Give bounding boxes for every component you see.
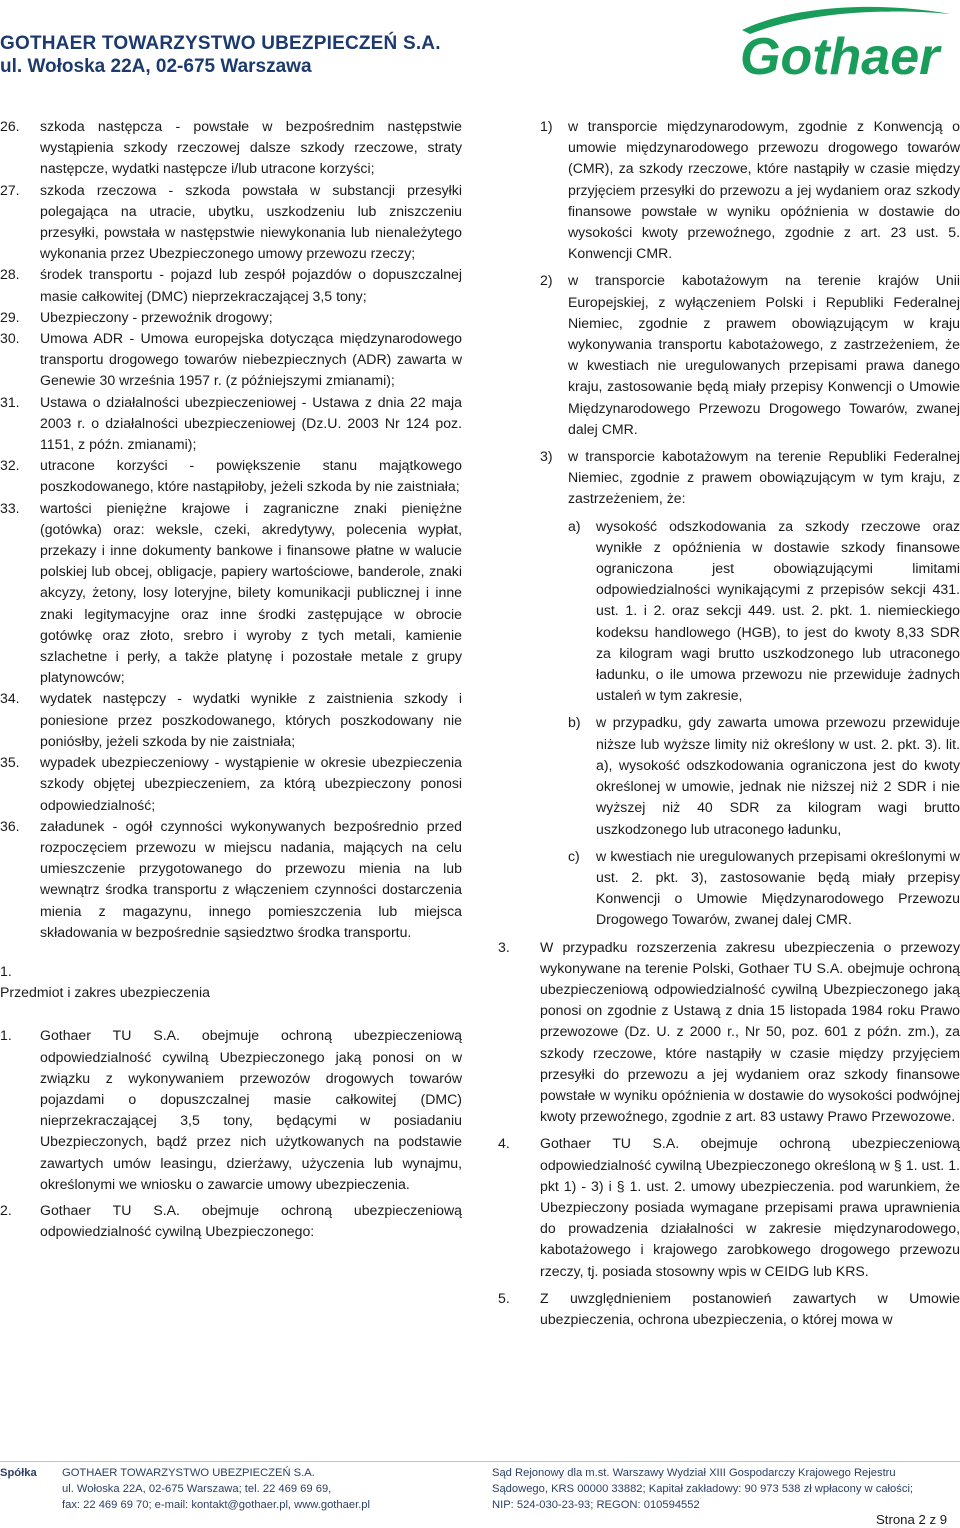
footer-registry-court: Sąd Rejonowy dla m.st. Warszawy Wydział XIII Gospodarczy Krajowego Rejestru [492, 1467, 896, 1479]
main-item-5 [498, 1288, 960, 1330]
definition-number: 31. [0, 393, 20, 410]
subitem-text: w transporcie międzynarodowym, zgodnie z Konwencją o umowie międzynarodowego przewozu drogowego towarów (CMR), za szkody rzeczowe, które nastąpiły w czasie między przyjęciem przesyłki do przewozu a jej wydaniem oraz szkody finansowe powstałe w wyniku opóźnienia w dostawie do wysokości kwoty przewoźnego, zgodnie z art. 23 ust. 5. Konwencji CMR. [568, 118, 960, 262]
definition-36 [0, 816, 462, 943]
definition-31 [0, 392, 462, 456]
definition-number: 34. [0, 690, 20, 707]
footer-company-contact: fax: 22 469 69 70; e-mail: kontakt@gothaer.pl, www.gothaer.pl [62, 1499, 371, 1511]
definition-number: 28. [0, 266, 20, 283]
left-column [0, 116, 462, 1242]
definition-text: Ubezpieczony - przewoźnik drogowy; [40, 308, 273, 325]
definition-text: wydatek następczy - wydatki wynikłe z zaistnienia szkody i poniesione przez poszkodowanego, których poszkodowany nie poniósłby, jeżeli szkoda by nie zaistniała; [40, 690, 462, 749]
letter-item-text: w kwestiach nie uregulowanych przepisami określonymi w ust. 2. pkt. 3), zastosowanie będą miały przepisy Konwencji o Umowie Międzynarodowego Przewozu Drogowego Towarów, zwanej dalej CMR. [596, 847, 960, 928]
definition-number: 26. [0, 118, 20, 134]
footer-registry-krs: Sądowego, KRS 00000 33882; Kapitał zakładowy: 90 973 538 zł wpłacony w całości; [492, 1483, 914, 1495]
letter-item-c [498, 846, 960, 931]
subitem-number: 3) [540, 448, 553, 465]
main-item-text: Z uwzględnieniem postanowień zawartych w Umowie ubezpieczenia, ochrona ubezpieczenia, o której mowa w [540, 1289, 960, 1327]
letter-item-a [498, 516, 960, 707]
definition-30 [0, 328, 462, 392]
page-number: Strona 2 z 9 [876, 1512, 948, 1527]
subitem-2 [498, 270, 960, 440]
definition-text: utracone korzyści - powiększenie stanu majątkowego poszkodowanego, które nastąpiłoby, jeżeli szkoda by nie zaistniała; [40, 457, 462, 495]
section-item-2 [0, 1200, 462, 1242]
logo-text: Gothaer [740, 28, 940, 80]
subitem-3 [498, 446, 960, 510]
definition-33 [0, 498, 462, 689]
definition-text: środek transportu - pojazd lub zespół pojazdów o dopuszczalnej masie całkowitej (DMC) nieprzekraczającej 3,5 tony; [40, 266, 462, 304]
letter-item-number: a) [568, 517, 581, 534]
definition-text: wypadek ubezpieczeniowy - wystąpienie w okresie ubezpieczenia szkody objętej ubezpieczeniem, za którą ubezpieczony ponosi odpowiedzialność; [40, 754, 462, 813]
section-title: Przedmiot i zakres ubezpieczenia [0, 984, 210, 1001]
definition-number: 29. [0, 308, 20, 325]
definition-29 [0, 307, 462, 328]
footer-registry-info [492, 1465, 913, 1513]
definition-27 [0, 180, 462, 265]
main-item-3 [498, 937, 960, 1128]
section-item-1 [0, 1025, 462, 1195]
section-item-text: Gothaer TU S.A. obejmuje ochroną ubezpieczeniową odpowiedzialność cywilną Ubezpieczonego jaką ponosi on w związku z wykonywaniem przewozów drogowych towarów pojazdami o dopuszczalnej masie całkowitej (DMC) nieprzekraczającej 3,5 tony, będącymi w posiadaniu Ubezpieczonych, bądź przez nich użytkowanych na podstawie zawartych umów leasingu, dzierżawy, użyczenia lub wynajmu, określonymi we wniosku o zawarcie umowy ubezpieczenia. [40, 1027, 462, 1192]
main-item-number: 4. [498, 1135, 510, 1152]
section-number: 1. [0, 962, 12, 979]
definition-number: 33. [0, 499, 20, 516]
main-item-4 [498, 1133, 960, 1281]
letter-item-text: w przypadku, gdy zawarta umowa przewozu przewiduje niższe lub wyższe limity niż określony w ust. 2. pkt. 3). lit. a), wysokość odszkodowania ograniczona jest do kwoty określonej w umowie, jednak nie niższej niż 2 SDR i nie wyższej niż 40 SDR za kilogram wagi brutto uszkodzonego lub utraconego ładunku, [596, 714, 960, 837]
definition-number: 36. [0, 817, 20, 834]
definition-text: załadunek - ogół czynności wykonywanych bezpośrednio przed rozpoczęciem przewozu w miejscu nadania, mających na celu umieszczenie przygotowanego do przewozu mienia na lub wewnątrz środka transportu z włączeniem czynności dostarczenia mienia z magazynu, innego pomieszczenia lub miejsca składowania w bezpośrednie sąsiedztwo środka transportu. [40, 817, 462, 940]
main-item-text: Gothaer TU S.A. obejmuje ochroną ubezpieczeniową odpowiedzialność cywilną Ubezpieczonego określoną w § 1. ust. 1. pkt 1) - 3) i § 1. ust. 2. umowy ubezpieczenia. pod warunkiem, że Ubezpieczony posiada wymagane przepisami prawa uprawnienia do prowadzenia działalności w zakresie międzynarodowego, kabotażowego i krajowego zarobkowego drogowego przewozu rzeczy, tj. posiada stosowny wpis w CEIDG lub KRS. [540, 1135, 960, 1279]
section-item-number: 2. [0, 1201, 12, 1218]
definition-text: wartości pieniężne krajowe i zagraniczne znaki pieniężne (gotówka) oraz: weksle, czeki, akredytywy, polecenia wypłat, przekazy i inne dokumenty bankowe i finansowe płatne w walucie polskiej lub obcej, obligacje, papiery wartościowe, banderole, znaki akcyzy, żetony, losy loteryjne, bilety komunikacji publicznej i inne znaki legitymacyjne oraz inne środki zastępujące w obrocie gotówkę oraz złoto, srebro i wyroby z tych metali, kamienie szlachetne i perły, a także platynę i pozostałe metale z grupy platynowców; [40, 499, 462, 686]
subitem-number: 2) [540, 272, 553, 289]
footer-registry-nip: NIP: 524-030-23-93; REGON: 010594552 [492, 1499, 700, 1511]
company-address: ul. Wołoska 22A, 02-675 Warszawa [0, 56, 312, 77]
main-item-number: 3. [498, 938, 510, 955]
subitem-text: w transporcie kabotażowym na terenie Republiki Federalnej Niemiec, zgodnie z prawem obowiązującym w tym kraju, z zastrzeżeniem, że: [568, 448, 960, 507]
right-column [498, 116, 960, 1336]
section-item-text: Gothaer TU S.A. obejmuje ochroną ubezpieczeniową odpowiedzialność cywilną Ubezpieczonego: [40, 1201, 462, 1240]
footer-company-name: GOTHAER TOWARZYSTWO UBEZPIECZEŃ S.A. [62, 1467, 315, 1479]
subitem-1 [498, 116, 960, 264]
letter-item-b [498, 712, 960, 839]
footer-divider [0, 1461, 960, 1462]
definition-text: Ustawa o działalności ubezpieczeniowej - Ustawa z dnia 22 maja 2003 r. o działalności ubezpieczeniowej (Dz.U. 2003 Nr 124 poz. 1151, z późn. zmianami); [40, 393, 462, 453]
footer-label: Spółka [0, 1467, 37, 1479]
letter-item-number: c) [568, 847, 580, 864]
main-item-number: 5. [498, 1289, 510, 1306]
definition-26 [0, 116, 462, 180]
definition-35 [0, 752, 462, 816]
section-item-number: 1. [0, 1027, 12, 1044]
subitem-number: 1) [540, 118, 553, 134]
subitem-text: w transporcie kabotażowym na terenie krajów Unii Europejskiej, z wyłączeniem Polski i Republiki Federalnej Niemiec, zgodnie z prawem obowiązującym w kraju wykonywania transportu kabotażowego, z zastrzeżeniem, że w kwestiach nie uregulowanych przepisami prawa danego kraju, zastosowanie będą miały przepisy Konwencji o Umowie Międzynarodowego Przewozu Drogowego Towarów, zwanej dalej CMR. [568, 272, 960, 437]
definition-number: 35. [0, 754, 20, 771]
footer-company-address: ul. Wołoska 22A, 02-675 Warszawa; tel. 22 469 69 69, [62, 1483, 332, 1495]
definition-34 [0, 688, 462, 752]
definition-28 [0, 264, 462, 306]
definition-text: szkoda rzeczowa - szkoda powstała w substancji przesyłki polegająca na utracie, ubytku, uszkodzeniu lub zniszczeniu przesyłki, powstała w następstwie niewykonania lub nienależytego wykonania przez Ubezpieczonego umowy przewozu rzeczy; [40, 181, 462, 262]
main-item-text: W przypadku rozszerzenia zakresu ubezpieczenia o przewozy wykonywane na terenie Polski, Gothaer TU S.A. obejmuje ochroną ubezpieczeniową odpowiedzialność cywilną Ubezpieczonego jaką ponosi on zgodnie z Ustawą z dnia 15 listopada 1984 roku Prawo przewozowe (Dz. U. z 2000 r., Nr 50, poz. 601 z późn. zm.), za szkody rzeczowe, które nastąpiły w czasie między przyjęciem przesyłki do przewozu a jej wydaniem oraz szkody finansowe powstałe w wyniku opóźnienia w dostawie do wysokości podwójnej kwoty przewoźnego, zgodnie z art. 83 ustawy Prawo Przewozowe. [540, 938, 960, 1125]
definition-text: Umowa ADR - Umowa europejska dotycząca międzynarodowego transportu drogowego towarów niebezpiecznych (ADR) zawarta w Genewie 30 września 1957 r. (z późniejszymi zmianami); [40, 330, 462, 389]
definition-number: 32. [0, 457, 20, 474]
definition-text: szkoda następcza - powstałe w bezpośrednim następstwie wystąpienia szkody rzeczowej dalsze szkody rzeczowe, straty następcze, wydatki następcze i/lub utracone korzyści; [40, 118, 462, 177]
letter-item-number: b) [568, 714, 581, 731]
definition-number: 27. [0, 181, 20, 198]
definition-number: 30. [0, 330, 20, 347]
definition-32 [0, 455, 462, 497]
footer-company-info [62, 1465, 370, 1513]
letter-item-text: wysokość odszkodowania za szkody rzeczowe oraz wynikłe z opóźnienia w dostawie szkody finansowe ograniczona jest obowiązującymi limitami odpowiedzialności wynikającymi z przepisów sekcji 431. ust. 1. i 2. oraz sekcji 449. ust. 2. pkt. 1. niemieckiego kodeksu handlowego (HGB), to jest do kwoty 8,33 SDR za kilogram wagi brutto uszkodzonego lub utraconego ładunku, o ile umowa przewozu nie przewiduje żadnych ustaleń w tym zakresie, [596, 517, 960, 704]
gothaer-logo [736, 2, 958, 80]
company-name: GOTHAER TOWARZYSTWO UBEZPIECZEŃ S.A. [0, 33, 441, 54]
